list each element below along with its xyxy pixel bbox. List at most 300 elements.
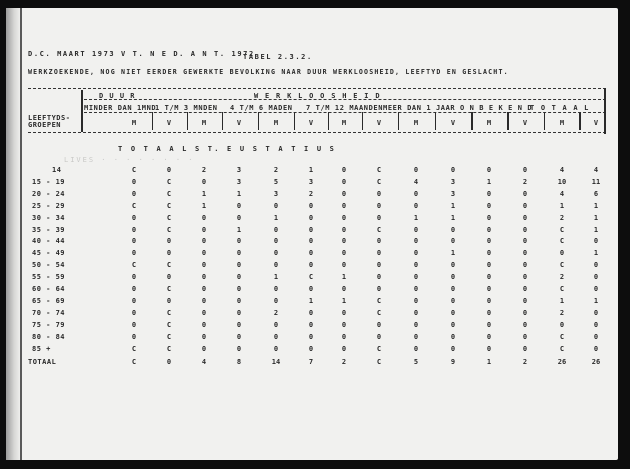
table-cell: 0 — [593, 285, 599, 293]
table-cell: 0 — [236, 261, 242, 270]
table-cell: 4 — [559, 166, 565, 174]
table-cell: 0 — [341, 320, 347, 329]
table-cell: 1 — [341, 273, 347, 282]
table-cell: 0 — [131, 273, 137, 282]
table-cell: 1 — [450, 201, 456, 210]
table-cell: 0 — [201, 285, 207, 293]
duration-header-3: 4 T/M 6 MADEN — [230, 104, 293, 112]
table-cell: 0 — [236, 320, 242, 329]
table-cell: 10 — [557, 177, 567, 186]
table-cell: 0 — [486, 225, 492, 234]
table-cell: 0 — [131, 177, 137, 186]
table-cell: 3 — [450, 177, 456, 186]
table-cell: 0 — [450, 308, 456, 317]
column-separator — [152, 112, 154, 130]
table-cell: 0 — [131, 237, 137, 246]
table-cell: C — [166, 308, 172, 317]
table-cell: C — [166, 225, 172, 234]
section-title: T O T A A L S T. E U S T A T I U S — [118, 145, 337, 153]
table-cell: 0 — [376, 273, 382, 282]
group-header-right: W E R K L O O S H E I D — [254, 92, 381, 100]
table-cell: 0 — [341, 177, 347, 186]
table-cell: 0 — [236, 213, 242, 222]
table-cell: 0 — [273, 296, 279, 305]
sex-header-v: V — [450, 119, 456, 127]
table-cell: C — [131, 261, 137, 270]
table-cell: 0 — [341, 213, 347, 222]
row-label: TOTAAL — [28, 358, 57, 366]
table-cell: C — [559, 332, 565, 341]
table-cell: 1 — [201, 189, 207, 198]
table-cell: 5 — [413, 358, 419, 366]
sex-header-m: M — [131, 119, 137, 127]
table-cell: 0 — [593, 332, 599, 341]
table-cell: 1 — [450, 213, 456, 222]
table-cell: 0 — [486, 296, 492, 305]
table-cell: 0 — [413, 249, 419, 258]
table-cell: 0 — [522, 296, 528, 305]
row-label: 30 - 34 — [32, 213, 66, 222]
table-cell: 0 — [201, 225, 207, 234]
table-number: TABEL 2.3.2. — [243, 53, 313, 61]
table-cell: 1 — [593, 225, 599, 234]
table-cell: 0 — [236, 296, 242, 305]
table-cell: 0 — [593, 344, 599, 353]
table-cell: 0 — [201, 261, 207, 270]
table-cell: 7 — [308, 358, 314, 366]
table-cell: 0 — [376, 320, 382, 329]
table-cell: 0 — [236, 332, 242, 341]
column-separator — [258, 112, 260, 130]
table-cell: C — [131, 344, 137, 353]
table-cell: 0 — [486, 273, 492, 282]
table-cell: 0 — [559, 249, 565, 258]
table-cell: 0 — [236, 201, 242, 210]
page-binding-shadow — [6, 8, 20, 460]
table-cell: 0 — [131, 189, 137, 198]
column-separator — [362, 112, 364, 130]
sex-header-m: M — [413, 119, 419, 127]
table-cell: 2 — [341, 358, 347, 366]
column-separator — [398, 112, 400, 130]
table-cell: 2 — [308, 189, 314, 198]
column-separator — [187, 112, 189, 130]
row-header-divider-lower — [81, 112, 83, 130]
table-cell: 5 — [273, 177, 279, 186]
table-cell: 0 — [450, 261, 456, 270]
table-cell: 2 — [273, 308, 279, 317]
table-cell: 1 — [593, 296, 599, 305]
table-cell: 0 — [450, 237, 456, 246]
table-cell: 0 — [413, 166, 419, 174]
sex-header-v: V — [376, 119, 382, 127]
table-cell: 0 — [376, 261, 382, 270]
table-cell: 0 — [522, 261, 528, 270]
table-cell: 0 — [236, 344, 242, 353]
table-cell: C — [376, 166, 382, 174]
table-cell: C — [131, 166, 137, 174]
duration-header-2: 1 T/M 3 MNDEN — [155, 104, 218, 112]
scanned-page — [6, 8, 618, 460]
duration-header-7: T O T A A L — [530, 104, 590, 112]
bleed-through-text: LIVES · · · · · · · · — [64, 156, 195, 164]
table-cell: 0 — [376, 285, 382, 293]
table-cell: 0 — [413, 296, 419, 305]
table-cell: 0 — [341, 225, 347, 234]
row-header-line-1: LEEFTYDS- — [28, 114, 71, 122]
table-cell: 0 — [486, 249, 492, 258]
table-cell: 0 — [308, 332, 314, 341]
duration-header-4: 7 T/M 12 MAANDEN — [306, 104, 384, 112]
table-cell: 0 — [413, 308, 419, 317]
table-cell: C — [131, 201, 137, 210]
table-cell: 1 — [593, 201, 599, 210]
table-cell: 4 — [593, 166, 599, 174]
table-cell: 0 — [308, 285, 314, 293]
table-cell: 0 — [308, 201, 314, 210]
table-cell: C — [166, 261, 172, 270]
row-label: 55 - 59 — [32, 273, 66, 282]
table-cell: 0 — [450, 332, 456, 341]
table-cell: 0 — [308, 213, 314, 222]
table-cell: 2 — [522, 358, 528, 366]
table-cell: 0 — [376, 213, 382, 222]
table-cell: 0 — [131, 308, 137, 317]
table-cell: 0 — [522, 332, 528, 341]
table-cell: 0 — [341, 166, 347, 174]
table-cell: 0 — [413, 225, 419, 234]
table-cell: 0 — [413, 189, 419, 198]
table-cell: 0 — [201, 308, 207, 317]
table-cell: C — [559, 237, 565, 246]
table-cell: 11 — [591, 177, 601, 186]
table-cell: 0 — [522, 320, 528, 329]
table-cell: 1 — [593, 249, 599, 258]
sex-header-v: V — [522, 119, 528, 127]
table-cell: 0 — [273, 285, 279, 293]
table-cell: 2 — [559, 213, 565, 222]
table-cell: 0 — [341, 189, 347, 198]
table-cell: 0 — [131, 285, 137, 293]
table-cell: 3 — [236, 177, 242, 186]
row-label: 85 + — [32, 344, 51, 353]
table-cell: C — [559, 344, 565, 353]
table-cell: 1 — [201, 201, 207, 210]
table-cell: 0 — [236, 285, 242, 293]
table-cell: 0 — [273, 201, 279, 210]
table-cell: 0 — [450, 296, 456, 305]
table-cell: 0 — [201, 320, 207, 329]
table-cell: 0 — [450, 166, 456, 174]
table-cell: 0 — [273, 320, 279, 329]
table-cell: 0 — [486, 332, 492, 341]
table-cell: 0 — [522, 213, 528, 222]
table-cell: 0 — [413, 285, 419, 293]
row-label: 80 - 84 — [32, 332, 66, 341]
sex-header-v: V — [166, 119, 172, 127]
table-cell: 2 — [201, 166, 207, 174]
table-cell: 0 — [308, 261, 314, 270]
table-cell: 3 — [273, 189, 279, 198]
table-cell: 0 — [201, 177, 207, 186]
sex-header-m: M — [273, 119, 279, 127]
table-cell: 26 — [591, 358, 601, 366]
table-cell: 0 — [486, 344, 492, 353]
table-cell: C — [376, 358, 382, 366]
table-cell: 14 — [271, 358, 281, 366]
table-cell: 0 — [273, 344, 279, 353]
table-cell: 0 — [341, 261, 347, 270]
table-cell: 0 — [486, 213, 492, 222]
table-cell: 0 — [201, 273, 207, 282]
table-cell: 0 — [166, 358, 172, 366]
table-cell: 0 — [486, 308, 492, 317]
table-cell: 0 — [166, 249, 172, 258]
table-cell: 0 — [131, 332, 137, 341]
table-cell: 0 — [486, 166, 492, 174]
table-cell: 0 — [166, 237, 172, 246]
table-cell: 0 — [593, 261, 599, 270]
table-cell: C — [166, 201, 172, 210]
table-cell: C — [559, 261, 565, 270]
table-cell: 0 — [486, 201, 492, 210]
table-top-rule — [28, 88, 606, 89]
table-cell: 0 — [450, 285, 456, 293]
table-cell: 2 — [559, 308, 565, 317]
table-cell: 2 — [522, 177, 528, 186]
table-cell: 0 — [593, 308, 599, 317]
row-label: 75 - 79 — [32, 320, 66, 329]
group-header-left: D U U R — [99, 92, 136, 100]
table-cell: C — [166, 332, 172, 341]
table-cell: 0 — [166, 296, 172, 305]
duration-header-1: MINDER DAN 1MND — [84, 104, 157, 112]
table-cell: 0 — [273, 332, 279, 341]
table-cell: 1 — [486, 177, 492, 186]
row-label: 70 - 74 — [32, 308, 66, 317]
table-cell: 0 — [376, 189, 382, 198]
table-cell: 0 — [308, 344, 314, 353]
table-cell: 0 — [131, 225, 137, 234]
table-cell: 0 — [413, 332, 419, 341]
sex-header-m: M — [559, 119, 565, 127]
table-cell: 0 — [522, 201, 528, 210]
duration-headers — [82, 104, 606, 112]
table-cell: 0 — [593, 320, 599, 329]
table-cell: 0 — [522, 273, 528, 282]
table-cell: C — [166, 344, 172, 353]
table-cell: 9 — [450, 358, 456, 366]
table-cell: 1 — [308, 166, 314, 174]
table-cell: 0 — [341, 308, 347, 317]
column-separator — [328, 112, 330, 130]
table-cell: C — [376, 177, 382, 186]
table-cell: 0 — [131, 249, 137, 258]
table-cell: 1 — [308, 296, 314, 305]
table-cell: 0 — [236, 308, 242, 317]
table-cell: 0 — [376, 237, 382, 246]
table-cell: 0 — [486, 261, 492, 270]
table-cell: 0 — [522, 308, 528, 317]
table-cell: C — [166, 320, 172, 329]
table-cell: 0 — [308, 225, 314, 234]
table-cell: 0 — [522, 225, 528, 234]
table-cell: C — [376, 296, 382, 305]
table-cell: 0 — [413, 273, 419, 282]
table-cell: 0 — [593, 273, 599, 282]
table-cell: 0 — [486, 320, 492, 329]
duration-header-rule — [84, 112, 606, 113]
table-cell: C — [166, 213, 172, 222]
table-cell: 0 — [131, 320, 137, 329]
table-cell: 0 — [413, 344, 419, 353]
table-cell: 0 — [308, 237, 314, 246]
table-cell: 0 — [522, 285, 528, 293]
table-cell: 1 — [236, 225, 242, 234]
table-cell: 0 — [450, 273, 456, 282]
row-label: 35 - 39 — [32, 225, 66, 234]
table-cell: C — [131, 358, 137, 366]
table-cell: 0 — [236, 273, 242, 282]
table-cell: 0 — [413, 320, 419, 329]
table-cell: 3 — [308, 177, 314, 186]
table-cell: 0 — [166, 273, 172, 282]
table-cell: 0 — [522, 189, 528, 198]
table-cell: 3 — [450, 189, 456, 198]
table-cell: 4 — [559, 189, 565, 198]
table-cell: 0 — [376, 201, 382, 210]
table-cell: C — [166, 177, 172, 186]
table-cell: 0 — [201, 296, 207, 305]
table-cell: 0 — [486, 285, 492, 293]
row-header-line-2: GROEPEN — [28, 121, 62, 129]
table-cell: 1 — [273, 273, 279, 282]
row-label: 25 - 29 — [32, 201, 66, 210]
table-cell: 0 — [413, 237, 419, 246]
row-label: 20 - 24 — [32, 189, 66, 198]
table-cell: 2 — [559, 273, 565, 282]
table-cell: 0 — [273, 225, 279, 234]
table-cell: 8 — [236, 358, 242, 366]
table-cell: 0 — [413, 261, 419, 270]
table-cell: 4 — [413, 177, 419, 186]
table-cell: 0 — [308, 249, 314, 258]
table-cell: 0 — [341, 344, 347, 353]
table-cell: C — [376, 308, 382, 317]
table-cell: 0 — [131, 296, 137, 305]
table-cell: 0 — [376, 332, 382, 341]
table-cell: C — [376, 344, 382, 353]
table-cell: 0 — [236, 237, 242, 246]
table-cell: 1 — [559, 201, 565, 210]
column-separator — [579, 112, 581, 130]
header-bottom-rule — [28, 132, 606, 133]
table-cell: 0 — [559, 320, 565, 329]
table-cell: 6 — [593, 189, 599, 198]
table-cell: 0 — [522, 166, 528, 174]
table-cell: 1 — [559, 296, 565, 305]
column-separator — [471, 112, 473, 130]
table-cell: 1 — [236, 189, 242, 198]
row-label: 60 - 64 — [32, 285, 66, 293]
table-cell: 0 — [450, 225, 456, 234]
table-cell: 0 — [273, 261, 279, 270]
table-cell: 0 — [131, 213, 137, 222]
table-cell: 0 — [413, 201, 419, 210]
table-cell: 0 — [522, 344, 528, 353]
table-cell: C — [308, 273, 314, 282]
column-separator — [507, 112, 509, 130]
row-label: 45 - 49 — [32, 249, 66, 258]
table-cell: C — [559, 285, 565, 293]
row-label: 15 - 19 — [32, 177, 66, 186]
table-cell: 0 — [341, 285, 347, 293]
table-cell: 0 — [201, 344, 207, 353]
table-cell: 0 — [450, 344, 456, 353]
table-cell: 0 — [341, 201, 347, 210]
table-cell: 1 — [413, 213, 419, 222]
row-label: 14 — [52, 166, 62, 174]
table-cell: 0 — [341, 237, 347, 246]
table-cell: 0 — [308, 320, 314, 329]
table-cell: 0 — [486, 189, 492, 198]
table-cell: 1 — [450, 249, 456, 258]
row-label: 40 - 44 — [32, 237, 66, 246]
duration-header-6: O N B E K E N D — [460, 104, 533, 112]
table-cell: C — [559, 225, 565, 234]
table-cell: 1 — [341, 296, 347, 305]
sex-header-v: V — [308, 119, 314, 127]
table-cell: C — [376, 225, 382, 234]
table-cell: 2 — [273, 166, 279, 174]
table-cell: 0 — [376, 249, 382, 258]
table-cell: 0 — [450, 320, 456, 329]
column-separator — [435, 112, 437, 130]
sex-subheaders — [6, 118, 618, 130]
table-cell: 0 — [522, 249, 528, 258]
table-cell: 0 — [166, 166, 172, 174]
table-cell: 1 — [273, 213, 279, 222]
table-cell: C — [166, 189, 172, 198]
table-cell: 0 — [593, 237, 599, 246]
table-cell: 3 — [236, 166, 242, 174]
table-cell: 0 — [236, 249, 242, 258]
table-cell: 0 — [341, 332, 347, 341]
table-cell: 4 — [201, 358, 207, 366]
source-line: D.C. MAART 1973 V T. N E D. A N T. 1972 — [28, 50, 255, 58]
row-label: 65 - 69 — [32, 296, 66, 305]
table-cell: 0 — [201, 249, 207, 258]
table-cell: 0 — [486, 237, 492, 246]
sex-header-v: V — [236, 119, 242, 127]
duration-header-5: MEER DAN 1 JAAR — [383, 104, 456, 112]
table-cell: 0 — [201, 213, 207, 222]
column-separator — [294, 112, 296, 130]
table-cell: 0 — [201, 237, 207, 246]
table-title: WERKZOEKENDE, NOG NIET EERDER GEWERKTE BEVOLKING NAAR DUUR WERKLOOSHEID, LEEFTYD EN GESLACHT. — [28, 68, 509, 76]
sex-header-m: M — [201, 119, 207, 127]
page-binding-edge — [20, 8, 22, 460]
row-label: 50 - 54 — [32, 261, 66, 270]
table-cell: C — [166, 285, 172, 293]
table-cell: 0 — [201, 332, 207, 341]
sex-header-m: M — [341, 119, 347, 127]
table-cell: 1 — [486, 358, 492, 366]
column-separator — [222, 112, 224, 130]
sex-header-m: M — [486, 119, 492, 127]
table-cell: 0 — [308, 308, 314, 317]
table-cell: 0 — [273, 237, 279, 246]
